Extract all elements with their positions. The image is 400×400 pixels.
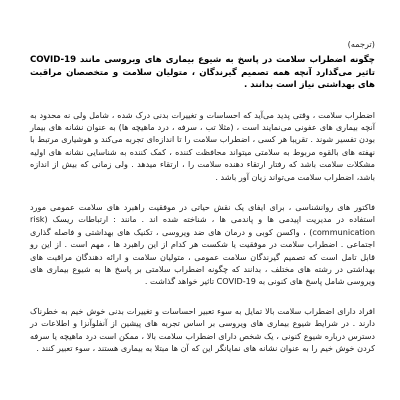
translation-label: (ترجمه) [347, 39, 375, 49]
paragraph-health-anxiety-definition: اضطراب سلامت ، وقتی پدید می‌آید که احساسات و تغییرات بدنی درک شده ، شامل ولی نه محدود به آنچه بیماری های عفونی می‌نمایند است ، (مثلا تب ، سرفه ، درد ماهیچه ها) به عنوان نشانه های بیمار بودن تفسیر شوند . تقریبا هر کسی ، اضطراب سلامت را تا اندازه‌ای تجربه می‌کند و هوشیاری مرتبط با نهفته های بالقوه مربوط به سلامتی میتواند محافظت کننده ، کمک کننده به شناسایی نشانه های اولیه مشکلات سلامت باشد که رفتار ارتقاء دهنده سلامت را ، ارتقاء میدهد . ولی زمانی که بیش از اندازه باشد، اضطراب سلامت می‌تواند زیان آور باشد . [30, 109, 375, 182]
paragraph-psychological-factors: فاکتور های روانشناسی ، برای ایفای یک نقش حیاتی در موفقیت راهبرد های سلامت عمومی مورد استفاده در مدیریت اپیدمی ها و پاندمی ها ، شناخته شده اند . مانند : ارتباطات ریسک (risk communication) ، واکسن کوبی و درمان های ضد ویروسی ، تکنیک های بهداشتی و فاصله گذاری اجتماعی . اضطراب سلامت در موفقیت یا شکست هر کدام از این راهبرد ها ، مهم است . از این رو قابل تامل است که تصمیم گیرندگان سلامت عمومی ، متولیان سلامت و ارائه دهندگان مراقبت های بهداشتی در رشته های مختلف ، بدانند که چگونه اضطراب سلامتی بر پاسخ ها به شیوع بیماری های ویروسی شامل پاسخ های کنونی به COVID-19 تاثیر خواهد گذاشت . [30, 201, 375, 287]
paragraph-high-anxiety-misinterpretation: افراد دارای اضطراب سلامت بالا تمایل به سوء تعبیر احساسات و تغییرات بدنی خوش خیم به خطرناک دارند . در شرایط شیوع بیماری های ویروسی بر اساس تجربه های پیشین از آنفلوآنزا و اطلاعات در دسترس درباره شیوع کنونی ، یک شخص دارای اضطراب سلامت بالا ، ممکن است درد ماهیچه یا سرفه کردن خوش خیم را به عنوان نشانه های نمایانگر این که آن ها مبتلا به بیماری هستند ، سوء تعبیر کنند . [30, 305, 375, 353]
document-body [30, 38, 375, 368]
document-heading: چگونه اضطراب سلامت در پاسخ به شیوع بیماری های ویروسی مانند COVID-19 تاثیر می‌گذارد آنچه همه تصمیم گیرندگان ، متولیان سلامت و متخصصان مراقبت های بهداشتی نیاز است بدانند . [30, 55, 375, 90]
